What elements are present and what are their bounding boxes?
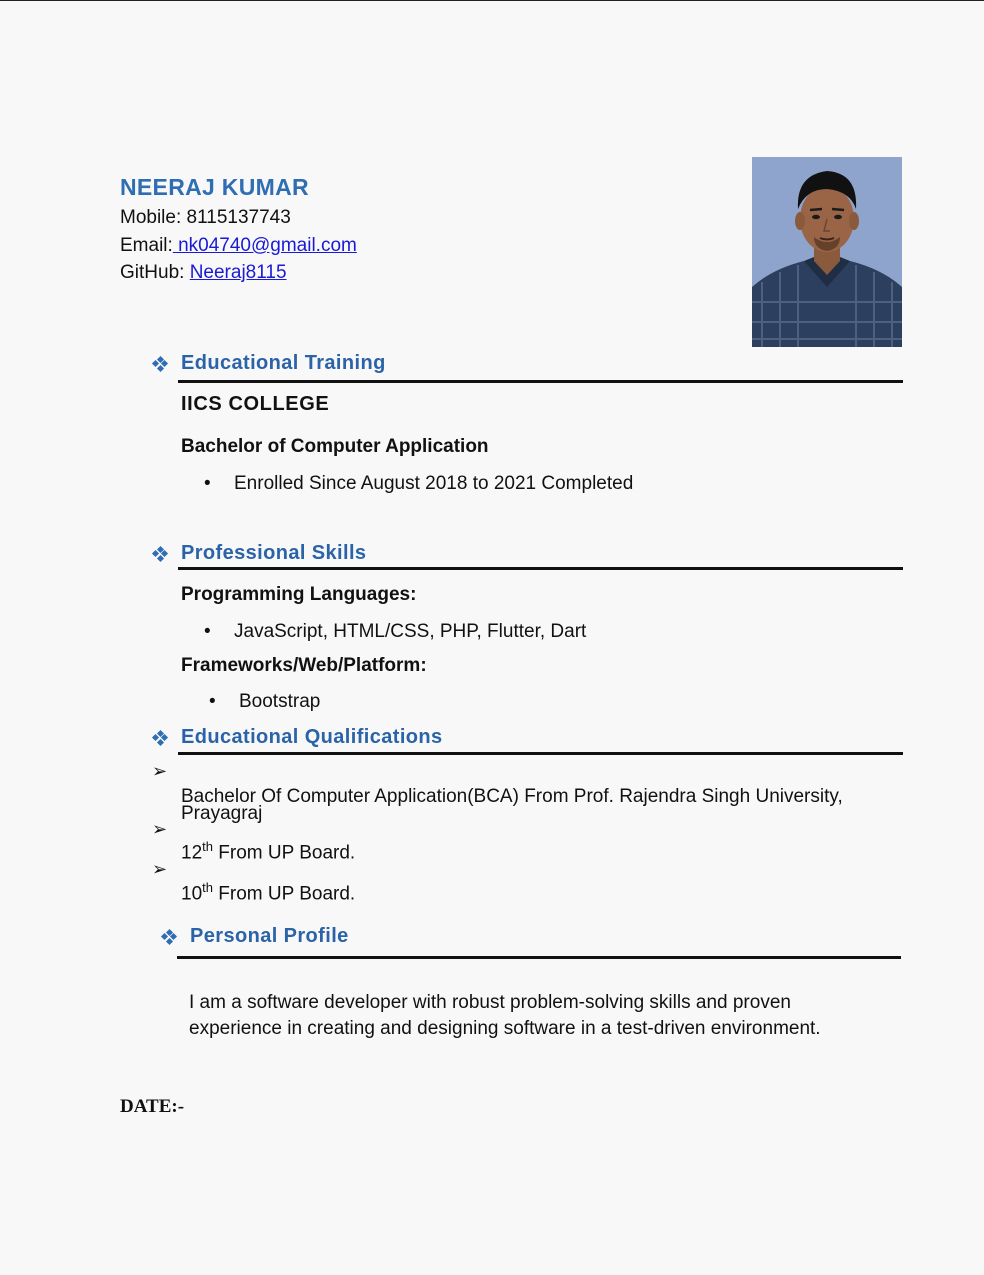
section-title: Educational Training bbox=[181, 352, 386, 374]
mobile-label: Mobile: bbox=[120, 207, 187, 228]
section-divider bbox=[177, 956, 901, 959]
list-item bbox=[204, 473, 633, 495]
qualification-line: Bachelor Of Computer Application(BCA) From Prof. Rajendra Singh University, bbox=[181, 786, 843, 807]
diamond-cluster-icon bbox=[153, 547, 167, 561]
arrowhead-icon: ➢ bbox=[152, 819, 168, 839]
section-educational-qualifications bbox=[153, 726, 443, 749]
frameworks-heading: Frameworks/Web/Platform: bbox=[181, 655, 427, 676]
mobile-number: 8115137743 bbox=[186, 207, 291, 228]
section-divider bbox=[178, 567, 903, 570]
section-divider bbox=[178, 752, 903, 755]
github-line bbox=[120, 262, 287, 284]
board-text: From UP Board. bbox=[212, 842, 356, 864]
grade-number: 12 bbox=[181, 842, 203, 864]
github-label: GitHub: bbox=[120, 262, 190, 283]
bullet-dot: • bbox=[204, 621, 211, 642]
section-professional-skills bbox=[153, 542, 366, 565]
bullet-dot: • bbox=[209, 691, 216, 712]
profile-summary: I am a software developer with robust problem-solving skills and proven experience in creating and designing software in a test-driven environment. bbox=[189, 992, 821, 1039]
programming-languages-heading: Programming Languages: bbox=[181, 584, 417, 605]
grade-suffix: th bbox=[202, 839, 213, 854]
list-item bbox=[209, 691, 320, 713]
list-item bbox=[204, 621, 586, 643]
qualification-line: Prayagraj bbox=[181, 803, 263, 824]
list-item-text: Enrolled Since August 2018 to 2021 Completed bbox=[234, 473, 634, 494]
section-educational-training bbox=[153, 352, 386, 375]
board-text: From UP Board. bbox=[212, 883, 356, 905]
profile-photo bbox=[752, 157, 902, 347]
list-item-text: JavaScript, HTML/CSS, PHP, Flutter, Dart bbox=[234, 621, 587, 642]
arrowhead-icon: ➢ bbox=[152, 761, 168, 781]
bullet-dot: • bbox=[204, 473, 211, 494]
section-title: Educational Qualifications bbox=[181, 726, 443, 748]
diamond-cluster-icon bbox=[162, 930, 176, 944]
grade-number: 10 bbox=[181, 883, 203, 905]
qualification-item bbox=[181, 788, 843, 822]
section-divider bbox=[178, 380, 903, 383]
page-top-edge bbox=[0, 0, 984, 1]
candidate-name: NEERAJ KUMAR bbox=[120, 174, 309, 200]
section-personal-profile bbox=[162, 925, 349, 948]
qualification-item bbox=[181, 837, 355, 863]
section-title: Professional Skills bbox=[181, 542, 367, 564]
email-line bbox=[120, 235, 357, 257]
mobile-line bbox=[120, 207, 291, 229]
list-item-text: Bootstrap bbox=[239, 691, 321, 712]
arrowhead-icon: ➢ bbox=[152, 859, 168, 879]
diamond-cluster-icon bbox=[153, 357, 167, 371]
degree-name: Bachelor of Computer Application bbox=[181, 436, 489, 457]
email-label: Email: bbox=[120, 235, 173, 256]
qualification-item bbox=[181, 878, 355, 904]
diamond-cluster-icon bbox=[153, 731, 167, 745]
college-name: IICS COLLEGE bbox=[181, 393, 330, 415]
github-link[interactable]: Neeraj8115 bbox=[189, 262, 287, 283]
grade-suffix: th bbox=[202, 880, 213, 895]
email-link[interactable]: nk04740@gmail.com bbox=[172, 235, 357, 256]
section-title: Personal Profile bbox=[190, 925, 349, 947]
date-label: DATE:- bbox=[120, 1096, 185, 1117]
